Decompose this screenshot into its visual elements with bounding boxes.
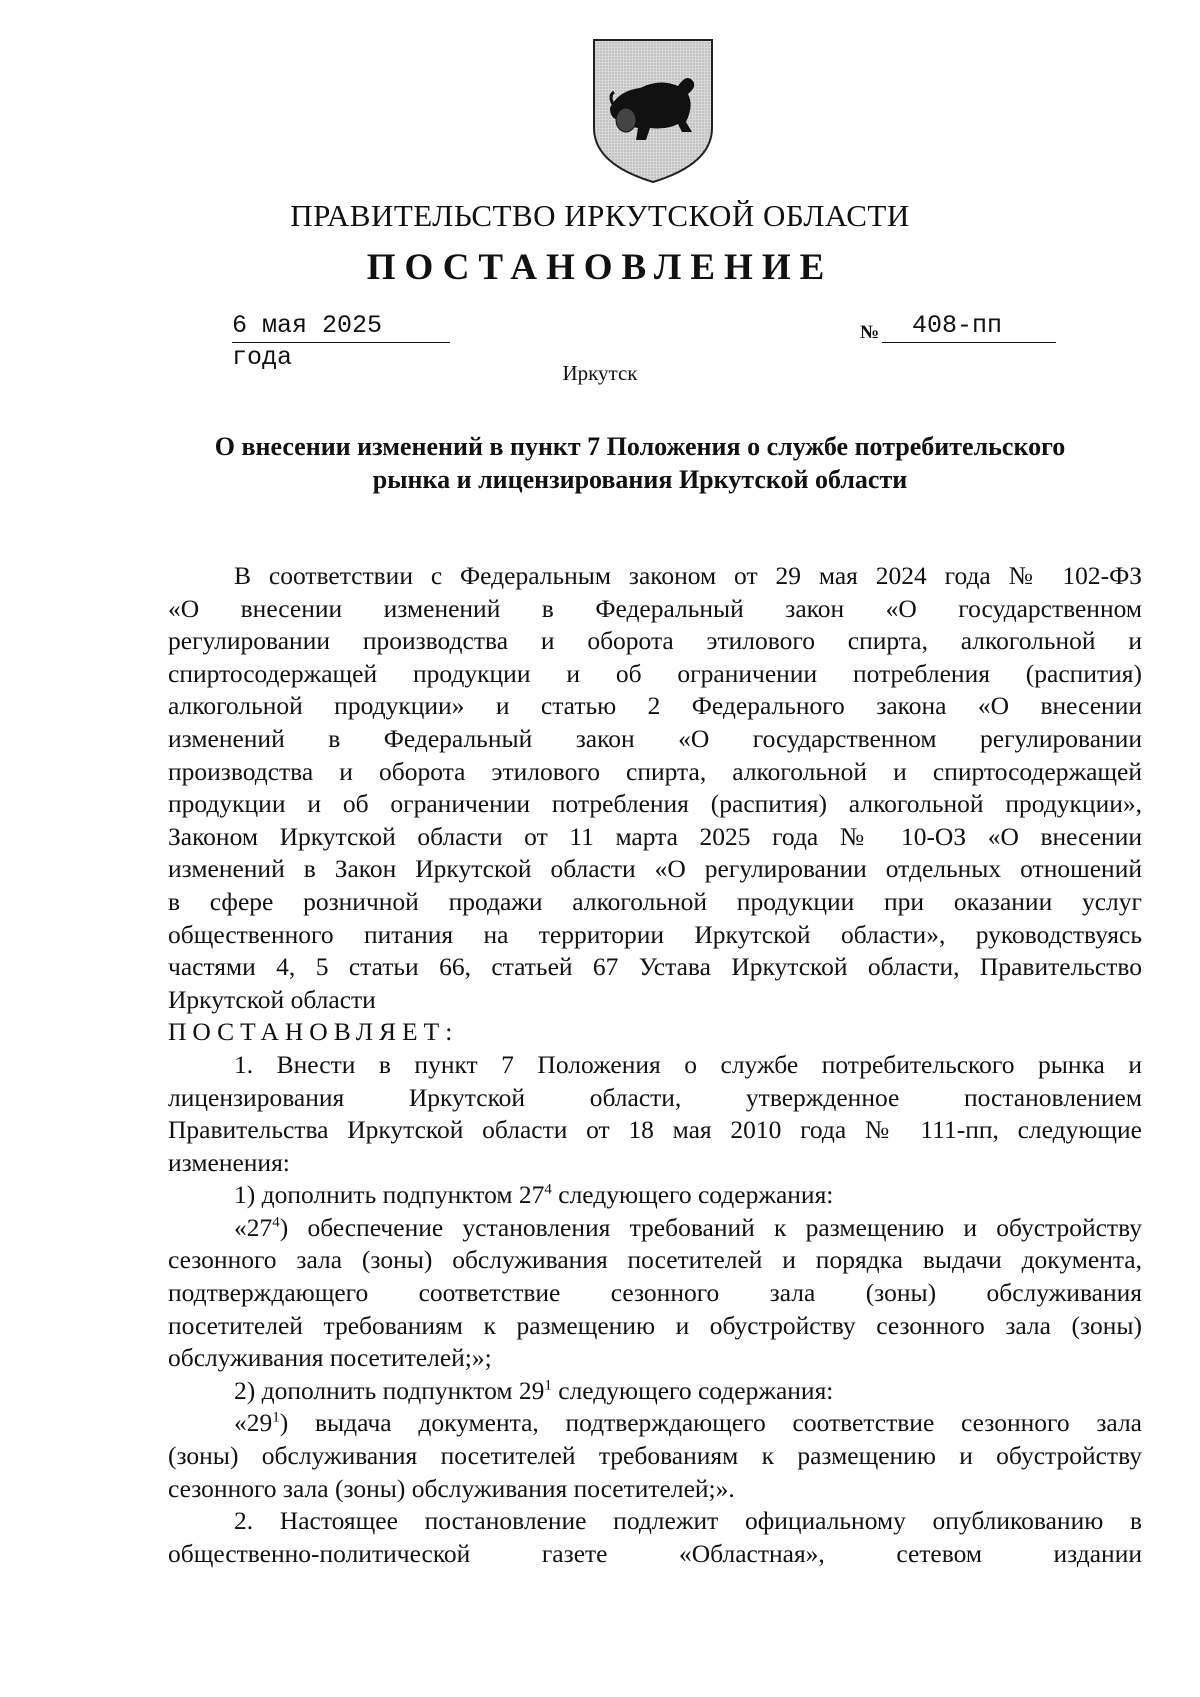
subject-line: рынка и лицензирования Иркутской области — [372, 465, 908, 494]
text-line: регулировании производства и оборота этилового спирта, алкогольной и — [168, 626, 1142, 656]
preamble-paragraph — [168, 560, 1142, 1016]
text-line: 2. Настоящее постановление подлежит официальному опубликованию в — [234, 1506, 1142, 1536]
text-fragment: 2) дополнить подпунктом 29 — [234, 1375, 545, 1405]
text-line — [168, 1212, 1142, 1245]
superscript: 4 — [272, 1214, 280, 1231]
document-type: ПОСТАНОВЛЕНИЕ — [366, 247, 834, 288]
text-line: общественно-политической газете «Областная», сетевом издании — [168, 1538, 1142, 1568]
text-line: (зоны) обслуживания посетителей требованиям к размещению и обустройству — [168, 1441, 1142, 1471]
text-line: «О внесении изменений в Федеральный закон «О государственном — [168, 593, 1142, 623]
text-fragment: ) обеспечение установления требований к размещению и обустройству — [279, 1212, 1142, 1242]
text-line: частями 4, 5 статьи 66, статьей 67 Устава Иркутской области, Правительство — [168, 952, 1142, 982]
text-line — [168, 1179, 1142, 1212]
text-line: изменений в Закон Иркутской области «О регулировании отдельных отношений — [168, 854, 1142, 884]
text-line: 1. Внести в пункт 7 Положения о службе потребительского рынка и — [234, 1049, 1142, 1079]
text-line: В соответствии с Федеральным законом от 29 мая 2024 года № 102-ФЗ — [234, 561, 1142, 590]
text-line: изменения: — [168, 1147, 290, 1177]
text-line: производства и оборота этилового спирта, алкогольной и спиртосодержащей — [168, 756, 1142, 786]
text-line: продукции и об ограничении потребления (распития) алкогольной продукции», — [168, 789, 1142, 819]
text-fragment: 1) дополнить подпунктом 27 — [234, 1180, 545, 1210]
text-line: посетителей требованиям к размещению и обустройству сезонного зала (зоны) — [168, 1310, 1142, 1340]
document-number: 408-пп — [882, 310, 1056, 343]
subject-line: О внесении изменений в пункт 7 Положения о службе потребительского — [214, 432, 1066, 461]
superscript: 1 — [272, 1409, 280, 1426]
text-fragment: «29 — [234, 1408, 273, 1438]
text-line: сезонного зала (зоны) обслуживания посетителей;». — [168, 1473, 735, 1503]
text-line: Правительства Иркутской области от 18 мая 2010 года № 111-пп, следующие — [168, 1115, 1142, 1145]
text-fragment: следующего содержания: — [551, 1375, 834, 1405]
text-fragment: следующего содержания: — [551, 1180, 834, 1210]
text-line — [168, 1407, 1142, 1440]
document-date: 6 мая 2025 года — [232, 310, 450, 343]
item-2-paragraph — [168, 1505, 1142, 1570]
city: Иркутск — [562, 361, 638, 385]
text-line: сезонного зала (зоны) обслуживания посетителей и порядка выдачи документа, — [168, 1245, 1142, 1275]
decree-text: ПОСТАНОВЛЯЕТ: — [168, 1017, 459, 1047]
text-line — [168, 1375, 1142, 1408]
text-line: Иркутской области — [168, 984, 376, 1014]
superscript: 1 — [544, 1377, 552, 1394]
subitem-2-content — [168, 1407, 1142, 1505]
subitem-2-paragraph — [168, 1375, 1142, 1408]
text-fragment: ) выдача документа, подтверждающего соответствие сезонного зала — [279, 1408, 1142, 1438]
document-body — [168, 560, 1142, 1570]
number-sign: № — [860, 322, 880, 343]
subitem-1-content — [168, 1212, 1142, 1375]
text-line: обслуживания посетителей;»; — [168, 1343, 492, 1373]
subitem-1-paragraph — [168, 1179, 1142, 1212]
text-line: в сфере розничной продажи алкогольной продукции при оказании услуг — [168, 886, 1142, 916]
superscript: 4 — [544, 1181, 552, 1198]
text-line: алкогольной продукции» и статью 2 Федерального закона «О внесении — [168, 691, 1142, 721]
text-line: лицензирования Иркутской области, утвержденное постановлением — [168, 1082, 1142, 1112]
decree-word — [168, 1016, 1142, 1049]
text-line: спиртосодержащей продукции и об ограничении потребления (распития) — [168, 658, 1142, 688]
text-line: общественного питания на территории Иркутской области», руководствуясь — [168, 919, 1142, 949]
item-1-paragraph — [168, 1049, 1142, 1179]
text-line: подтверждающего соответствие сезонного зала (зоны) обслуживания — [168, 1278, 1142, 1308]
text-line: изменений в Федеральный закон «О государственном регулировании — [168, 723, 1142, 753]
text-fragment: «27 — [234, 1212, 273, 1242]
document-subject — [160, 430, 1120, 496]
text-line: Законом Иркутской области от 11 марта 2025 года № 10-ОЗ «О внесении — [168, 821, 1142, 851]
government-title: ПРАВИТЕЛЬСТВО ИРКУТСКОЙ ОБЛАСТИ — [290, 198, 910, 233]
coat-of-arms-icon — [588, 36, 718, 186]
